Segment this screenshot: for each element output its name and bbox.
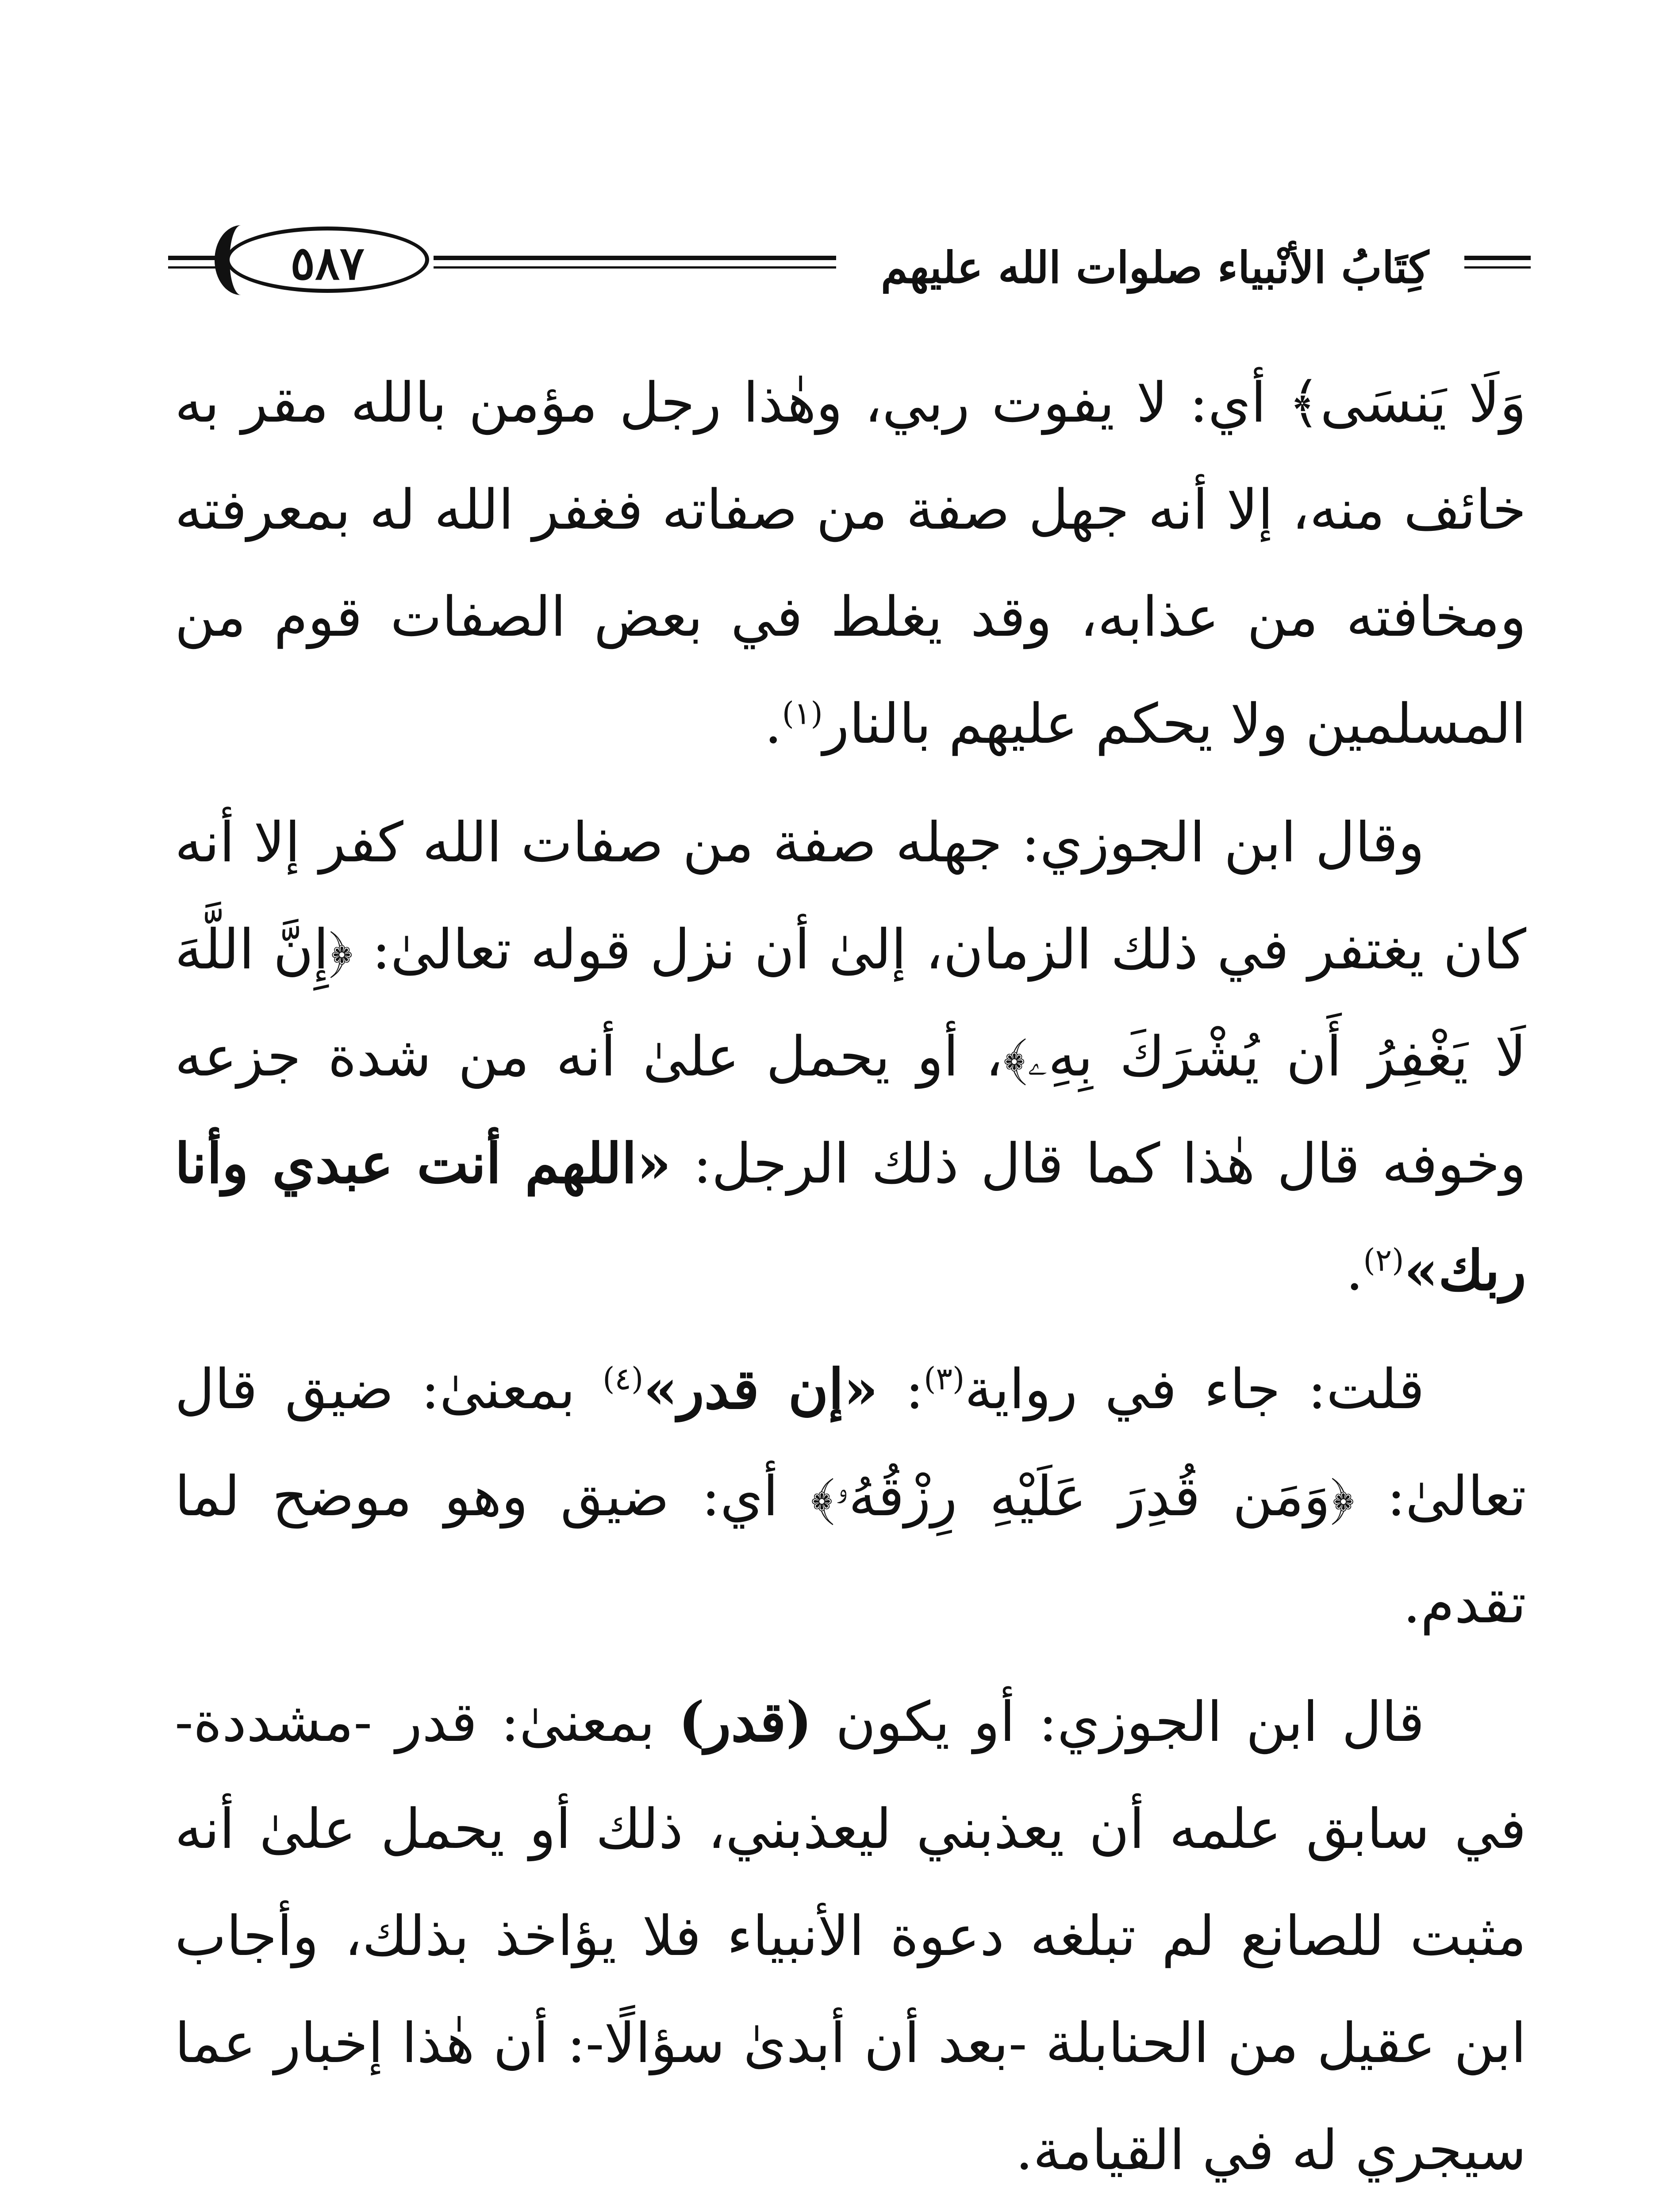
header-rule-middle-top (434, 256, 836, 260)
book-title: كِتَابُ الأنْبياء صلوات الله عليهم (880, 242, 1429, 293)
narration-quote: «إن قدر» (643, 1357, 878, 1421)
main-text (175, 349, 1526, 2212)
paragraph-1-text: وَلَا يَنسَى﴾ أي: لا يفوت ربي، وهٰذا رجل مؤمن بالله مقر به خائف منه، إلا أنه جهل صفة من صفاته فغفر الله له بمعرفته ومخافته من عذابه، وقد يغلط في بعض الصفات قوم من المسلمين ولا يحكم عليهم بالنار (175, 371, 1526, 756)
section-heading (175, 2208, 1526, 2212)
paragraph-2 (175, 789, 1526, 1325)
paragraph-3-text-a: قلت: جاء في رواية (964, 1358, 1425, 1421)
term-qadar: (قدر) (678, 1690, 812, 1754)
hadith-quote: «اللهم أنت عبدي وأنا ربك» (175, 1132, 1526, 1303)
footnote-ref-4[interactable]: (٤) (603, 1360, 644, 1397)
header-rule-right-top (1464, 256, 1531, 260)
paragraph-4-text-a: قال ابن الجوزي: أو يكون (812, 1690, 1425, 1754)
paragraph-2-text: وقال ابن الجوزي: جهله صفة من صفات الله كفر إلا أنه كان يغتفر في ذلك الزمان، إلىٰ أن نزل قوله تعالىٰ: ﴿إِنَّ اللَّهَ لَا يَغْفِرُ أَن يُشْرَكَ بِهِۦ﴾، أو يحمل علىٰ أنه من شدة جزعه وخوفه قال هٰذا كما قال ذلك الرجل: (175, 811, 1527, 1196)
paragraph-4-text-b: بمعنىٰ: قدر -مشددة- في سابق علمه أن يعذبني ليعذبني، ذلك أو يحمل علىٰ أنه مثبت للصانع لم تبلغه دعوة الأنبياء فلا يؤاخذ بذلك، وأجاب ابن عقيل من الحنابلة -بعد أن أبدىٰ سؤالًا-: أن هٰذا إخبار عما سيجري له في القيامة. (175, 1690, 1526, 2182)
header-rule-right-bottom (1464, 266, 1531, 269)
paragraph-2-end: . (1345, 1239, 1363, 1303)
footnote-ref-3[interactable]: (٣) (924, 1360, 965, 1397)
footnote-ref-1[interactable]: (١) (782, 695, 823, 732)
paragraph-1-end: . (764, 692, 782, 756)
page-number: ٥٨٧ (290, 236, 365, 290)
paragraph-4 (175, 1669, 1526, 2204)
header-rule-middle-bottom (434, 266, 836, 269)
running-header (168, 221, 1531, 310)
paragraph-3-text-c: بمعنىٰ: ضيق قال تعالىٰ: ﴿وَمَن قُدِرَ عَلَيْهِ رِزْقُهُۥ﴾ أي: ضيق وهو موضح لما تقدم. (175, 1358, 1526, 1636)
paragraph-3 (175, 1336, 1526, 1657)
paragraph-1 (175, 349, 1526, 778)
paragraph-3-colon: : (878, 1358, 924, 1421)
page-number-badge (226, 227, 429, 293)
footnote-ref-2[interactable]: (٢) (1363, 1242, 1404, 1279)
